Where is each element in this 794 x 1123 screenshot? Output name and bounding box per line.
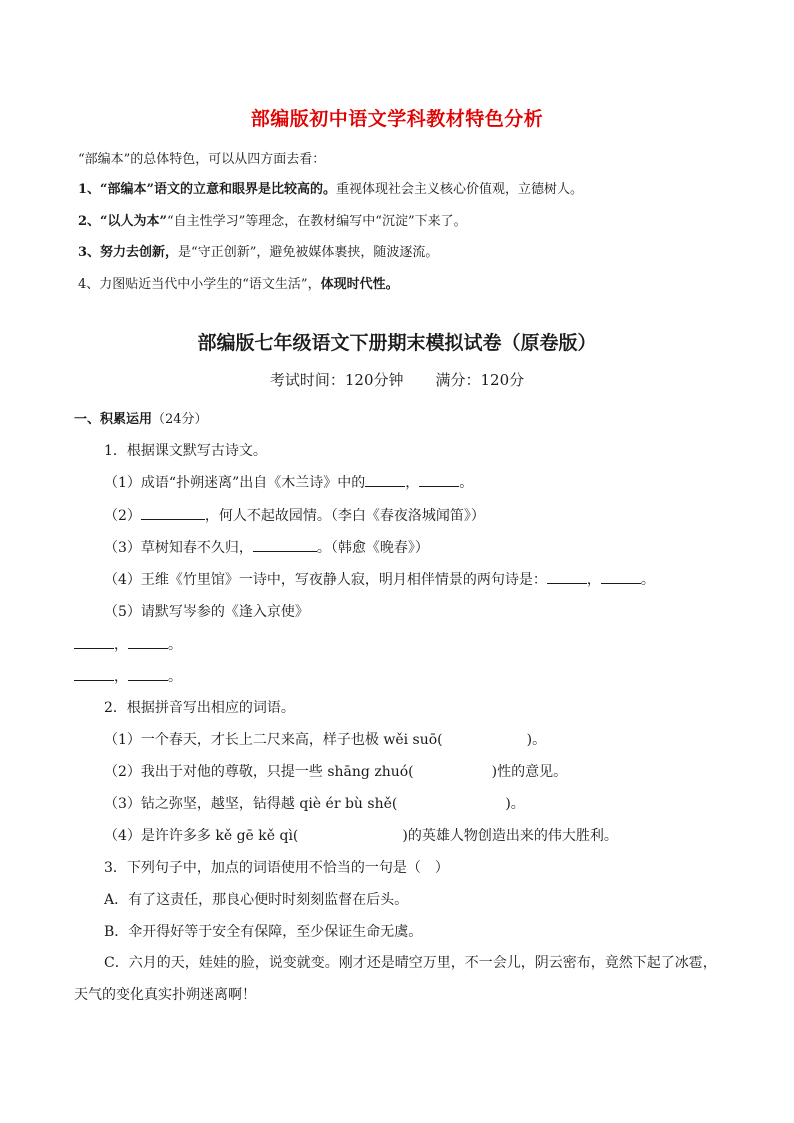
intro-point-3 — [78, 241, 438, 260]
q2-2-text: （2）我出于对他的尊敬，只提一些 shāng zhuó( — [104, 764, 414, 780]
answer-blank[interactable] — [365, 472, 405, 487]
question-1-2 — [104, 505, 485, 525]
answer-line-1 — [74, 634, 182, 654]
exam-title: 部编版七年级语文下册期末模拟试卷（原卷版） — [197, 332, 597, 354]
q2-4-text: （4）是许许多多 kě gē kě qì( — [104, 828, 299, 844]
q2-1-close: )。 — [526, 732, 547, 748]
q1-1-period: 。 — [459, 475, 474, 491]
exam-meta — [0, 369, 794, 390]
question-1-5: （5）请默写岑参的《逢入京使》 — [104, 604, 309, 620]
intro-point-1-text: 重视体现社会主义核心价值观，立德树人。 — [336, 182, 584, 197]
question-2-4 — [104, 825, 618, 845]
answer-blank[interactable] — [74, 634, 114, 649]
exam-time: 考试时间：120分钟 — [269, 371, 404, 389]
q1-2-text: ，何人不起故园情。（李白《春夜洛城闻笛》） — [204, 508, 485, 524]
intro-point-4-text: 4、力图贴近当代中小学生的“语文生活”， — [78, 277, 321, 292]
intro-point-4 — [78, 273, 399, 292]
answer-blank[interactable] — [128, 634, 168, 649]
q2-3-close: )。 — [505, 796, 525, 812]
section-heading — [74, 408, 208, 427]
intro-point-2-bold: 2、“以人为本” — [78, 214, 168, 229]
q2-1-text: （1）一个春天，才长上二尺来高，样子也极 wěi suō( — [104, 732, 443, 748]
q1-4-period: 。 — [640, 572, 655, 588]
question-2-2 — [104, 761, 567, 781]
answer-line-comma: ， — [114, 669, 128, 685]
answer-blank[interactable] — [141, 505, 205, 520]
section-heading-bold: 一、积累运用 — [74, 412, 153, 427]
question-3-option-c-line-2: 天气的变化真实扑朔迷离啊！ — [74, 987, 256, 1003]
intro-point-2 — [78, 210, 467, 229]
q2-2-close: )性的意见。 — [491, 764, 568, 780]
intro-point-4-bold: 体现时代性。 — [320, 277, 399, 292]
q1-1-comma: ， — [405, 475, 420, 491]
question-2-3 — [104, 793, 525, 813]
q2-4-close: )的英雄人物创造出来的伟大胜利。 — [402, 828, 618, 844]
question-3: 3．下列句子中，加点的词语使用不恰当的一句是（ ） — [104, 860, 449, 876]
answer-blank[interactable] — [74, 666, 114, 681]
q2-3-text: （3）钻之弥坚，越坚，钻得越 qiè ér bù shě( — [104, 796, 398, 812]
q1-2-label: （2） — [104, 508, 141, 524]
section-heading-points: （24分） — [152, 412, 208, 427]
answer-blank[interactable] — [419, 472, 459, 487]
intro-title: 部编版初中语文学科教材特色分析 — [250, 108, 544, 130]
intro-point-3-bold: 3、努力去创新， — [78, 245, 179, 260]
intro-point-1 — [78, 178, 583, 197]
question-2-1 — [104, 729, 546, 749]
question-3-option-b[interactable]: B．伞开得好等于安全有保障，至少保证生命无虞。 — [104, 924, 423, 940]
exam-score: 满分：120分 — [435, 371, 525, 389]
answer-blank[interactable] — [253, 537, 317, 552]
question-1-3 — [104, 537, 429, 557]
answer-line-comma: ， — [114, 637, 128, 653]
intro-lead: “部编本”的总体特色，可以从四方面去看： — [78, 152, 326, 167]
answer-line-2 — [74, 666, 182, 686]
intro-point-1-bold: 1、“部编本”语文的立意和眼界是比较高的。 — [78, 182, 337, 197]
answer-blank[interactable] — [547, 569, 587, 584]
q1-3-text: （3）草树知春不久归， — [104, 540, 253, 556]
question-3-option-a[interactable]: A．有了这责任，那良心便时时刻刻监督在后头。 — [104, 892, 409, 908]
question-1-4 — [104, 569, 655, 589]
question-1-1 — [104, 472, 473, 492]
intro-point-2-text: “自主性学习”等理念，在教材编写中“沉淀”下来了。 — [167, 214, 467, 229]
answer-blank[interactable] — [128, 666, 168, 681]
answer-line-period: 。 — [168, 637, 182, 653]
answer-line-period: 。 — [168, 669, 182, 685]
question-1: 1．根据课文默写古诗文。 — [104, 443, 267, 459]
intro-point-3-text: 是“守正创新”，避免被媒体裹挟，随波逐流。 — [178, 245, 439, 260]
q1-1-text: （1）成语“扑朔迷离”出自《木兰诗》中的 — [104, 475, 366, 491]
q1-4-text: （4）王维《竹里馆》一诗中，写夜静人寂，明月相伴情景的两句诗是： — [104, 572, 547, 588]
q1-4-comma: ， — [586, 572, 601, 588]
q1-3-source: 。（韩愈《晚春》） — [316, 540, 429, 556]
question-3-option-c-line-1[interactable]: C．六月的天，娃娃的脸，说变就变。刚才还是晴空万里，不一会儿，阴云密布，竟然下起了冰雹， — [104, 955, 717, 971]
question-2: 2．根据拼音写出相应的词语。 — [104, 700, 295, 716]
answer-blank[interactable] — [601, 569, 641, 584]
